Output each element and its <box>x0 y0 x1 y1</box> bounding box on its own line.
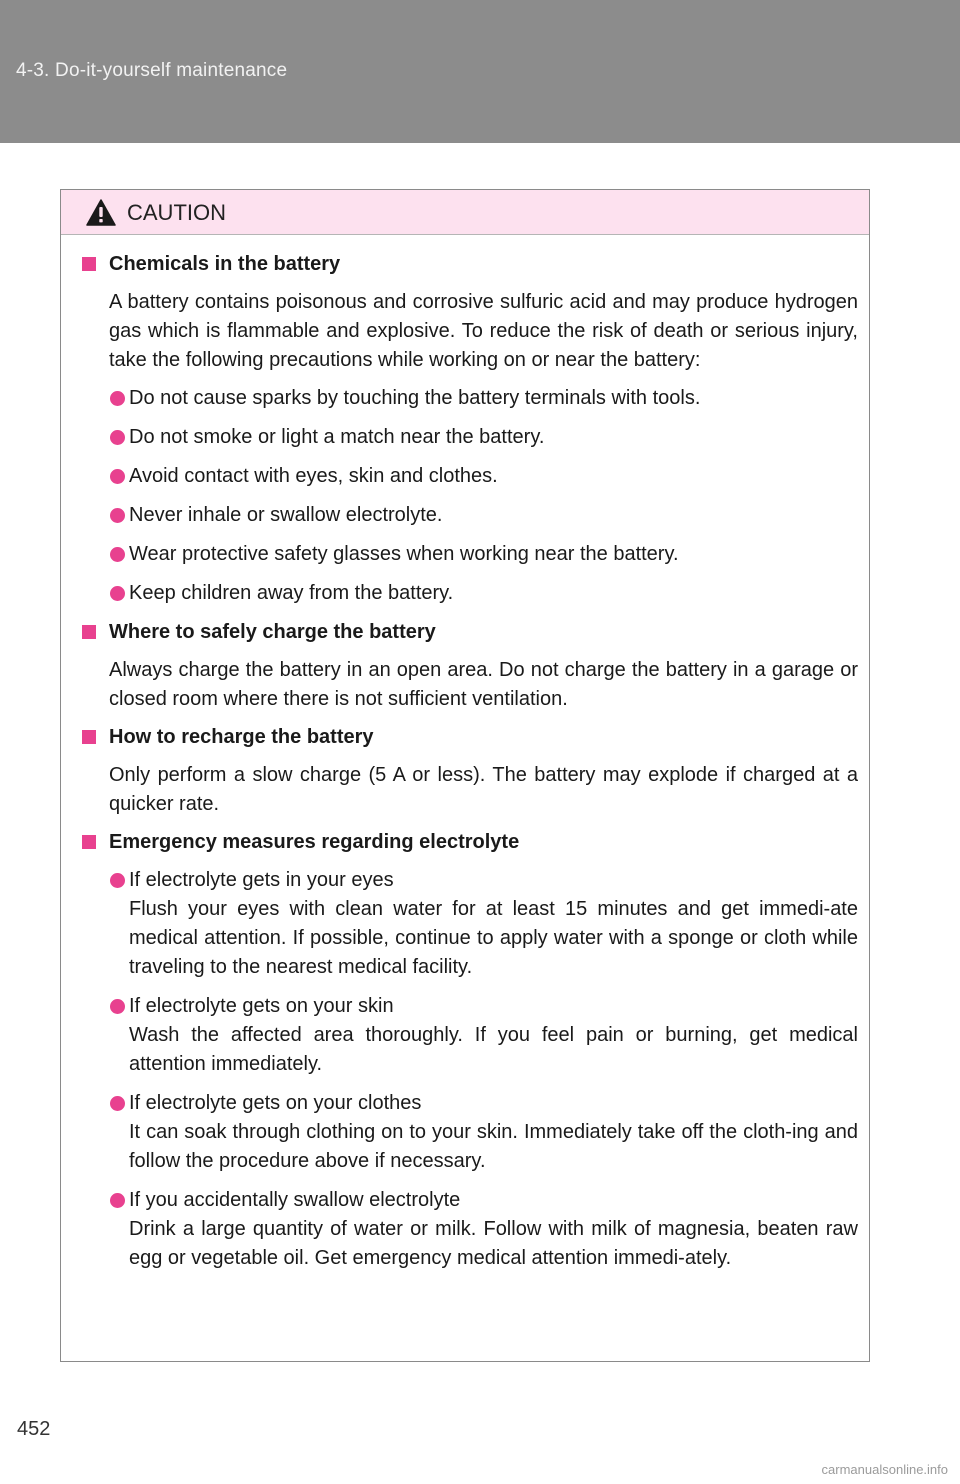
bullet-text: Flush your eyes with clean water for at least 15 minutes and get immedi-ate medical attention. If possible, continue to apply water with a sponge or cloth while traveling to the nearest medical facility. <box>129 898 858 978</box>
caution-header <box>61 190 869 235</box>
bullet-text: Drink a large quantity of water or milk. Follow with milk of magnesia, beaten raw egg or vegetable oil. Get emergency medical attention immedi-ately. <box>129 1218 858 1269</box>
bullet-title: If electrolyte gets in your eyes <box>129 869 394 891</box>
page-number: 452 <box>17 1418 51 1440</box>
list-item <box>81 992 858 1079</box>
bullet-text: Never inhale or swallow electrolyte. <box>129 504 443 526</box>
section-title: 4-3. Do-it-yourself maintenance <box>16 60 288 81</box>
list-item <box>81 866 858 982</box>
bullet-icon <box>110 547 125 562</box>
bullet-icon <box>110 430 125 445</box>
section-text-charge-location: Always charge the battery in an open area. Do not charge the battery in a garage or closed room where there is not sufficient ventilation. <box>109 659 858 710</box>
watermark: carmanualsonline.info <box>821 1462 948 1477</box>
bullet-text: Keep children away from the battery. <box>129 582 454 604</box>
bullet-icon <box>110 469 125 484</box>
list-item <box>81 384 858 413</box>
list-item <box>81 540 858 569</box>
section-heading-chemicals: Chemicals in the battery <box>81 250 858 279</box>
caution-label: CAUTION <box>127 200 226 225</box>
bullet-title: If electrolyte gets on your clothes <box>129 1092 422 1114</box>
bullet-text: Avoid contact with eyes, skin and clothes. <box>129 465 498 487</box>
caution-content <box>61 234 869 1283</box>
caution-box <box>60 189 870 1362</box>
bullet-icon <box>110 999 125 1014</box>
bullet-icon <box>110 873 125 888</box>
bullet-icon <box>110 391 125 406</box>
list-item <box>81 579 858 608</box>
bullet-icon <box>110 508 125 523</box>
page-header <box>0 0 960 143</box>
bullet-icon <box>110 586 125 601</box>
list-item <box>81 462 858 491</box>
bullet-text: Do not cause sparks by touching the battery terminals with tools. <box>129 387 701 409</box>
bullet-icon <box>110 1096 125 1111</box>
bullet-text: Do not smoke or light a match near the battery. <box>129 426 545 448</box>
bullet-title: If you accidentally swallow electrolyte <box>129 1189 461 1211</box>
warning-triangle-icon <box>86 199 116 226</box>
section-text-chemicals: A battery contains poisonous and corrosive sulfuric acid and may produce hydrogen gas which is flammable and explosive. To reduce the risk of death or serious injury, take the following precautions while working on or near the battery: <box>109 291 858 371</box>
bullet-text: Wash the affected area thoroughly. If you feel pain or burning, get medical attention immediately. <box>129 1024 858 1075</box>
list-item <box>81 423 858 452</box>
bullet-icon <box>110 1193 125 1208</box>
section-heading-charge-location: Where to safely charge the battery <box>81 618 858 647</box>
list-item <box>81 1089 858 1176</box>
section-heading-emergency: Emergency measures regarding electrolyte <box>81 828 858 857</box>
section-heading-recharge: How to recharge the battery <box>81 723 858 752</box>
section-text-recharge: Only perform a slow charge (5 A or less). The battery may explode if charged at a quicker rate. <box>109 764 858 815</box>
bullet-text: It can soak through clothing on to your skin. Immediately take off the cloth-ing and follow the procedure above if necessary. <box>129 1121 858 1172</box>
list-item <box>81 501 858 530</box>
bullet-title: If electrolyte gets on your skin <box>129 995 394 1017</box>
bullet-text: Wear protective safety glasses when working near the battery. <box>129 543 679 565</box>
list-item <box>81 1186 858 1273</box>
